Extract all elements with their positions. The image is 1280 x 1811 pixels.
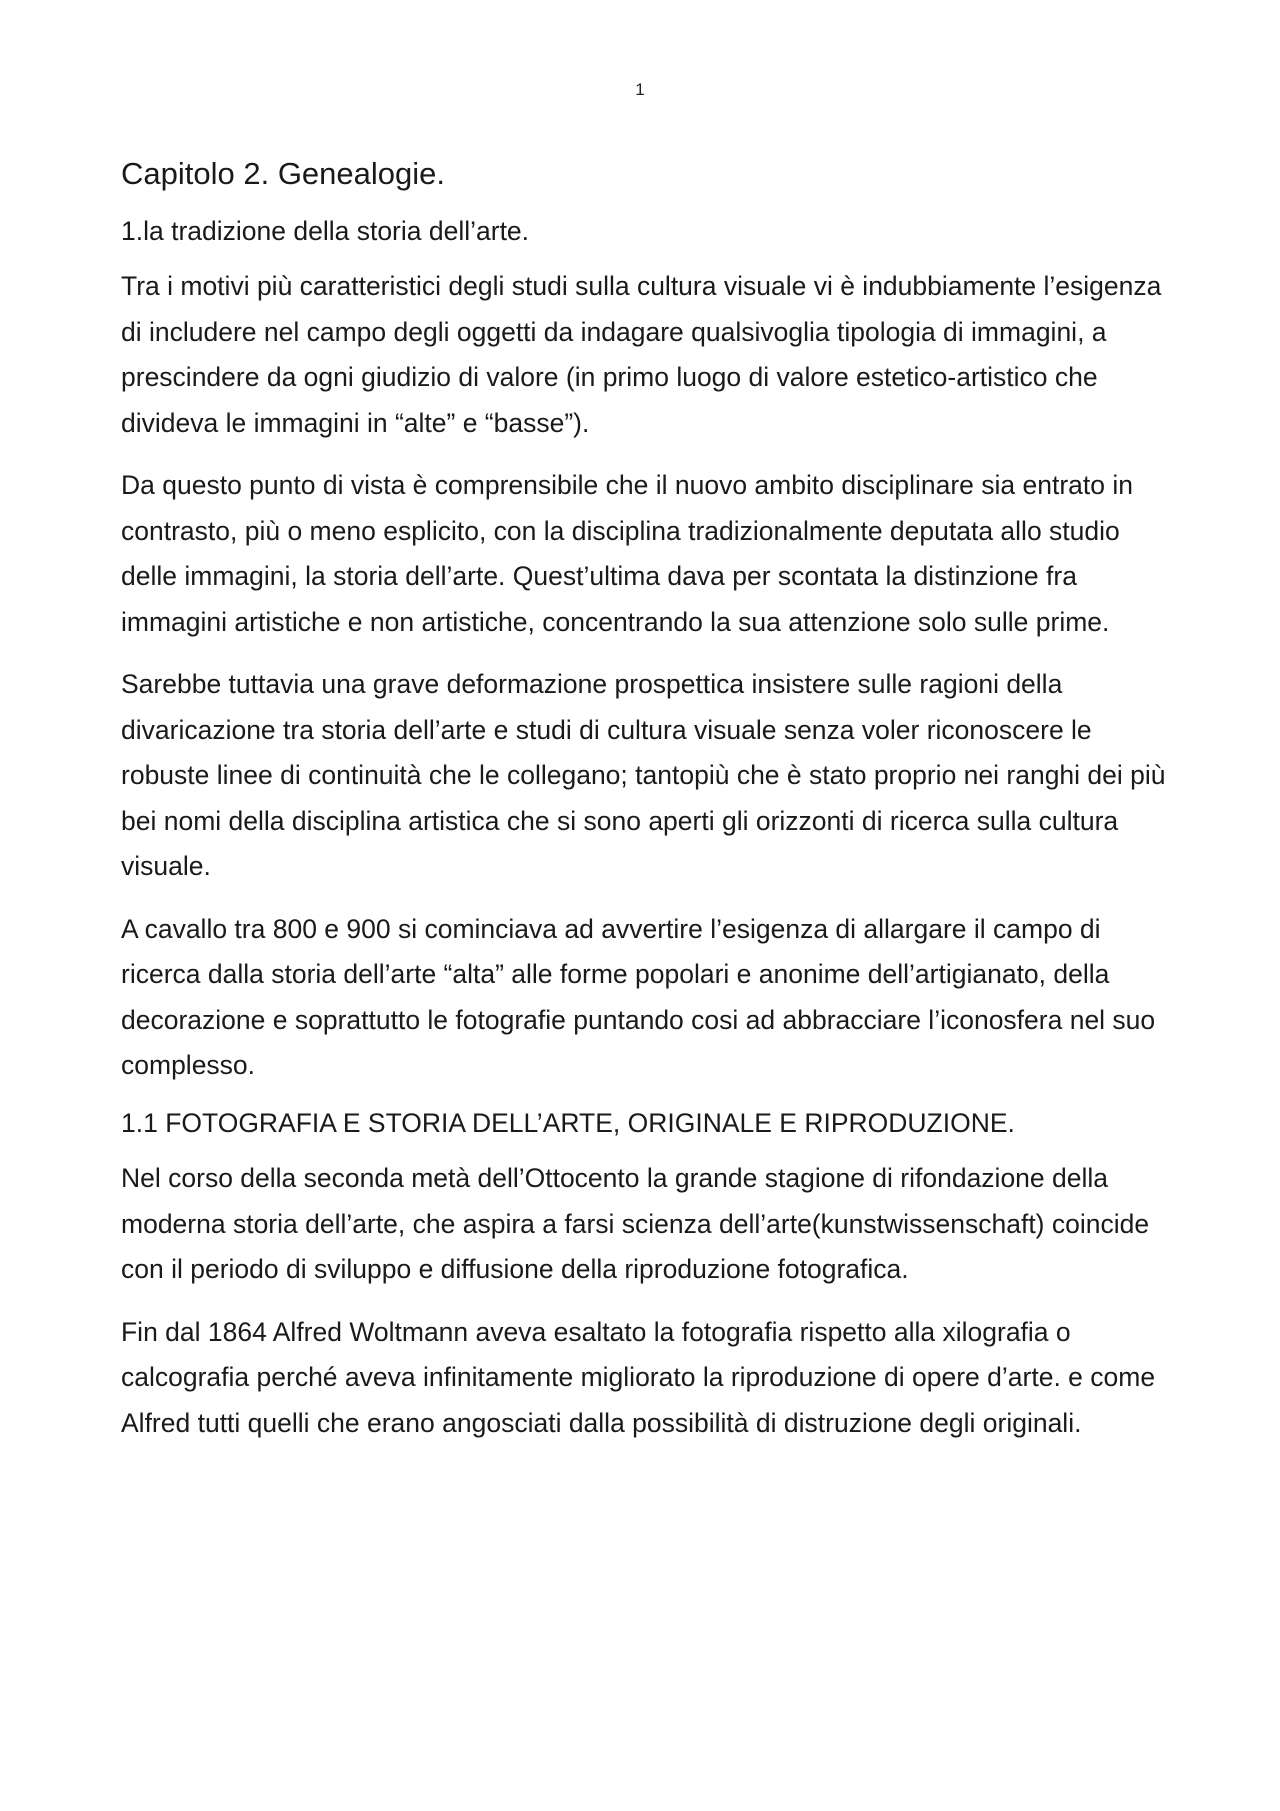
section-title-tradizione: 1.la tradizione della storia dell’arte.: [121, 215, 530, 246]
paragraph: A cavallo tra 800 e 900 si cominciava ad avvertire l’esigenza di allargare il campo di ricerca dalla storia dell’arte “alta” alle forme popolari e anonime dell’artigianato, della decorazione e soprattutto le fotografie puntando cosi ad abbracciare l’iconosfera nel suo complesso.: [121, 913, 1156, 1081]
paragraph: Sarebbe tuttavia una grave deformazione prospettica insistere sulle ragioni della divaricazione tra storia dell’arte e studi di cultura visuale senza voler riconoscere le robuste linee di continuità che le collegano; tantopiù che è stato proprio nei ranghi dei più bei nomi della disciplina artistica che si sono aperti gli orizzonti di ricerca sulla cultura visuale.: [121, 669, 1166, 882]
chapter-title: Capitolo 2. Genealogie.: [121, 156, 446, 191]
paragraph: Nel corso della seconda metà dell’Ottocento la grande stagione di rifondazione della moderna storia dell’arte, che aspira a farsi scienza dell’arte(kunstwissenschaft) coincide con il periodo di sviluppo e diffusione della riproduzione fotografica.: [121, 1163, 1150, 1285]
paragraph: Da questo punto di vista è comprensibile che il nuovo ambito disciplinare sia entrato in contrasto, più o meno esplicito, con la disciplina tradizionalmente deputata allo studio delle immagini, la storia dell’arte. Quest’ultima dava per scontata la distinzione fra immagini artistiche e non artistiche, concentrando la sua attenzione solo sulle prime.: [121, 470, 1133, 637]
page-number: 1: [635, 80, 645, 99]
document-body: [121, 155, 1171, 1463]
section-title-fotografia: 1.1 FOTOGRAFIA E STORIA DELL’ARTE, ORIGINALE E RIPRODUZIONE.: [121, 1107, 1015, 1138]
paragraph: Fin dal 1864 Alfred Woltmann aveva esaltato la fotografia rispetto alla xilografia o calcografia perché aveva infinitamente migliorato la riproduzione di opere d’arte. e come Alfred tutti quelli che erano angosciati dalla possibilità di distruzione degli originali.: [121, 1316, 1156, 1438]
paragraph: Tra i motivi più caratteristici degli studi sulla cultura visuale vi è indubbiamente l’esigenza di includere nel campo degli oggetti da indagare qualsivoglia tipologia di immagini, a prescindere da ogni giudizio di valore (in primo luogo di valore estetico-artistico che divideva le immagini in “alte” e “basse”).: [121, 271, 1162, 438]
